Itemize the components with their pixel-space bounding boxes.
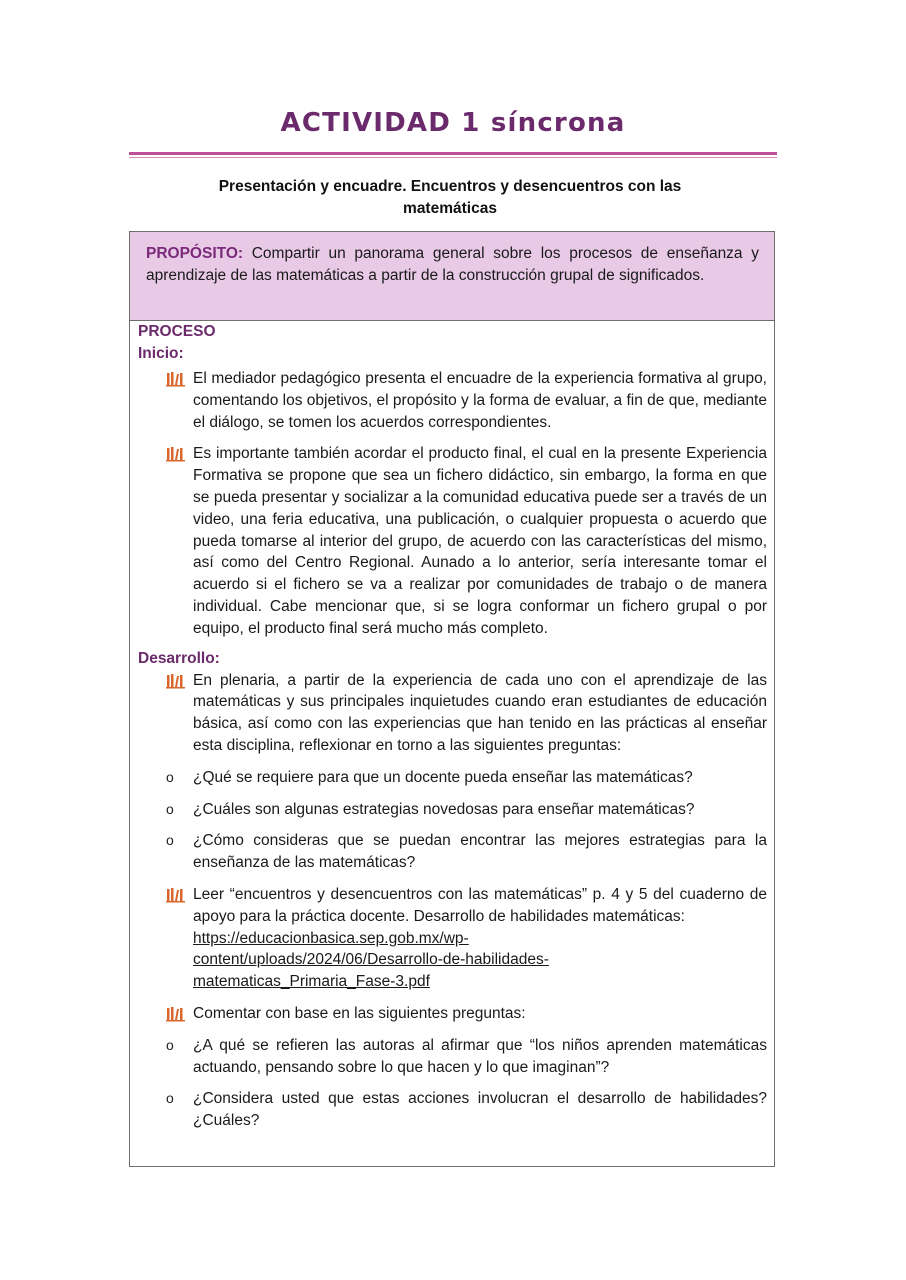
purpose-text: Compartir un panorama general sobre los procesos de enseñanza y aprendizaje de las matemáticas a partir de la construcción grupal de significados. [146,245,759,284]
inicio-item-2: Es importante también acordar el producto final, el cual en la presente Experiencia Formativa se propone que sea un fichero didáctico, sin embargo, la forma en que se pueda presentar y socializar a la comunidad educativa puede ser a través de un video, una feria educativa, una publicación, o cualquier propuesta o acuerdo que pueda tomarse al interior del grupo, de acuerdo con las características del mismo, así como del Centro Regional. Aunado a lo anterior, sería interesante tomar el acuerdo si el fichero se va a realizar por comunidades de trabajo o de manera individual. Cabe mencionar que, si se logra conformar un fichero grupal o por equipo, el producto final será mucho más completo. [193,445,767,637]
list-item [138,1003,767,1025]
inicio-heading: Inicio: [138,345,184,362]
process-cell [138,321,767,1132]
circle-bullet-icon: o [166,800,174,817]
link-line-2[interactable]: content/uploads/2024/06/Desarrollo-de-habilidades- [193,951,549,969]
question-item [138,767,767,789]
inicio-item-1: El mediador pedagógico presenta el encuadre de la experiencia formativa al grupo, comentando los objetivos, el propósito y la forma de evaluar, a fin de que, mediante el diálogo, se tomen los acuerdos correspondientes. [193,370,767,431]
desarrollo-item-3: Comentar con base en las siguientes preguntas: [193,1004,526,1022]
desarrollo-item-2: Leer “encuentros y desencuentros con las matemáticas” p. 4 y 5 del cuaderno de apoyo para la práctica docente. Desarrollo de habilidades matemáticas: [193,885,767,925]
book-bullet-icon [166,887,186,903]
circle-bullet-icon: o [166,1090,174,1107]
question-item [138,1088,767,1132]
desarrollo-item-1: En plenaria, a partir de la experiencia de cada uno con el aprendizaje de las matemáticas y sus principales inquietudes cuando eran estudiantes de educación básica, así como con las experiencias que han tenido en las prácticas al enseñar esta disciplina, reflexionar en torno a las siguientes preguntas: [193,671,767,754]
question-item [138,1035,767,1079]
list-item [138,670,767,757]
question-item [138,830,767,874]
page-title: ACTIVIDAD 1 síncrona [280,108,626,138]
question-3: ¿Cómo consideras que se puedan encontrar las mejores estrategias para la enseñanza de las matemáticas? [193,832,767,872]
activity-subtitle: Presentación y encuadre. Encuentros y desencuentros con las matemáticas [218,178,682,217]
purpose-cell [130,232,774,321]
document-link[interactable] [193,928,767,993]
list-item [138,368,767,433]
circle-bullet-icon: o [166,768,174,785]
question-5: ¿Considera usted que estas acciones involucran el desarrollo de habilidades? ¿Cuáles? [193,1090,767,1130]
book-bullet-icon [166,371,186,387]
list-item [138,884,767,993]
circle-bullet-icon: o [166,1036,174,1053]
title-divider-thin [129,157,777,158]
circle-bullet-icon: o [166,832,174,849]
book-bullet-icon [166,446,186,462]
question-4: ¿A qué se refieren las autoras al afirmar que “los niños aprenden matemáticas actuando, pensando sobre lo que hacen y lo que imaginan”? [193,1036,767,1076]
desarrollo-heading: Desarrollo: [138,649,220,667]
link-line-3[interactable]: matematicas_Primaria_Fase-3.pdf [193,973,430,991]
question-1: ¿Qué se requiere para que un docente pueda enseñar las matemáticas? [193,768,693,786]
process-heading: PROCESO [138,323,216,340]
activity-table [129,231,775,1167]
book-bullet-icon [166,1006,186,1022]
title-divider [129,152,777,155]
list-item [138,443,767,639]
question-2: ¿Cuáles son algunas estrategias novedosas para enseñar matemáticas? [193,800,695,818]
purpose-label: PROPÓSITO: [146,245,244,262]
question-item [138,799,767,821]
book-bullet-icon [166,673,186,689]
link-line-1[interactable]: https://educacionbasica.sep.gob.mx/wp- [193,929,469,947]
